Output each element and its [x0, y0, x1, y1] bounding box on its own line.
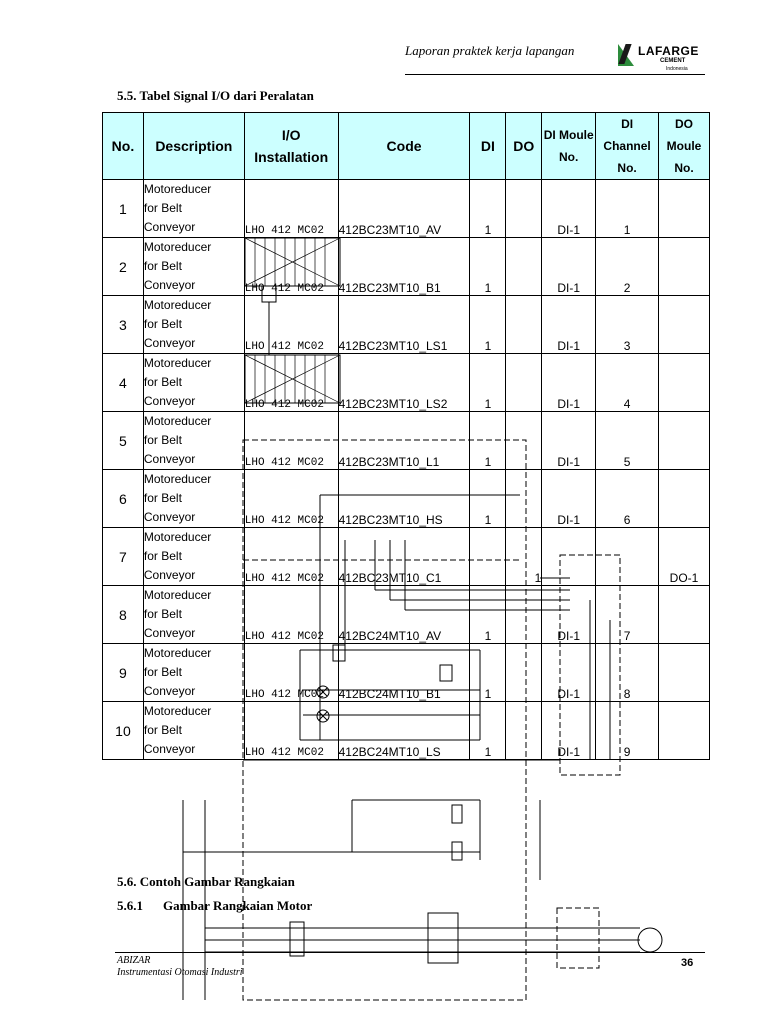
cell-do — [506, 238, 542, 296]
lafarge-logo — [618, 42, 708, 78]
cell-do — [506, 644, 542, 702]
table-header-row — [103, 113, 710, 180]
cell-code: 412BC23MT10_C1 — [338, 528, 470, 586]
desc-line-2: for Belt — [143, 491, 182, 505]
cell-di-channel: 8 — [596, 644, 659, 702]
cell-no: 4 — [103, 354, 144, 412]
desc-line-1: Motoreducer — [143, 646, 212, 660]
cell-code: 412BC23MT10_L1 — [338, 412, 470, 470]
cell-no: 6 — [103, 470, 144, 528]
desc-line-1: Motoreducer — [143, 182, 212, 196]
desc-line-1: Motoreducer — [143, 298, 212, 312]
cell-di: 1 — [470, 296, 506, 354]
header-di-module-no: DI Moule No. — [542, 113, 596, 180]
cell-di: 1 — [470, 644, 506, 702]
header-description: Description — [143, 113, 244, 180]
cell-do-module — [659, 238, 710, 296]
desc-line-3: Conveyor — [143, 452, 196, 466]
logo-name: LAFARGE — [638, 44, 699, 58]
header-code: Code — [338, 113, 470, 180]
desc-line-2: for Belt — [143, 201, 182, 215]
table-row — [103, 180, 710, 238]
cell-di: 1 — [470, 180, 506, 238]
cell-do-module: DO-1 — [659, 528, 710, 586]
cell-no: 7 — [103, 528, 144, 586]
cell-di-module: DI-1 — [542, 470, 596, 528]
cell-code: 412BC23MT10_AV — [338, 180, 470, 238]
cell-di-channel — [596, 528, 659, 586]
cell-do-module — [659, 412, 710, 470]
cell-di — [470, 528, 506, 586]
cell-description — [143, 644, 244, 702]
cell-do-module — [659, 586, 710, 644]
cell-di-module: DI-1 — [542, 702, 596, 760]
cell-no: 1 — [103, 180, 144, 238]
desc-line-1: Motoreducer — [143, 414, 212, 428]
desc-line-2: for Belt — [143, 375, 182, 389]
logo-country: Indonesia — [666, 66, 688, 72]
desc-line-1: Motoreducer — [143, 240, 212, 254]
desc-line-3: Conveyor — [143, 510, 196, 524]
cell-installation: LHO 412 MC02 — [244, 180, 338, 238]
desc-line-3: Conveyor — [143, 626, 196, 640]
table-row — [103, 238, 710, 296]
table-row — [103, 296, 710, 354]
cell-di-module: DI-1 — [542, 644, 596, 702]
cell-description — [143, 296, 244, 354]
cell-installation: LHO 412 MC02 — [244, 354, 338, 412]
cell-code: 412BC23MT10_LS2 — [338, 354, 470, 412]
footer-department: Instrumentasi Otomasi Industri — [117, 967, 243, 978]
cell-description — [143, 238, 244, 296]
cell-no: 5 — [103, 412, 144, 470]
header-rule — [405, 74, 705, 75]
desc-line-1: Motoreducer — [143, 472, 212, 486]
cell-description — [143, 470, 244, 528]
header-di: DI — [470, 113, 506, 180]
desc-line-1: Motoreducer — [143, 530, 212, 544]
section-title: 5.5. Tabel Signal I/O dari Peralatan — [117, 88, 314, 103]
cell-do — [506, 586, 542, 644]
desc-line-3: Conveyor — [143, 742, 196, 756]
cell-di: 1 — [470, 412, 506, 470]
cell-do-module — [659, 180, 710, 238]
table-row — [103, 586, 710, 644]
cell-do — [506, 412, 542, 470]
cell-di-channel: 9 — [596, 702, 659, 760]
cell-di: 1 — [470, 354, 506, 412]
cell-do — [506, 702, 542, 760]
desc-line-2: for Belt — [143, 665, 182, 679]
desc-line-1: Motoreducer — [143, 704, 212, 718]
cell-installation: LHO 412 MC02 — [244, 528, 338, 586]
cell-code: 412BC24MT10_AV — [338, 586, 470, 644]
cell-code: 412BC23MT10_B1 — [338, 238, 470, 296]
cell-di-module: DI-1 — [542, 412, 596, 470]
footer-rule — [115, 952, 705, 953]
cell-no: 9 — [103, 644, 144, 702]
cell-di: 1 — [470, 470, 506, 528]
cell-description — [143, 354, 244, 412]
desc-line-1: Motoreducer — [143, 588, 212, 602]
page-number: 36 — [681, 957, 694, 969]
desc-line-2: for Belt — [143, 607, 182, 621]
header-no: No. — [103, 113, 144, 180]
cell-code: 412BC24MT10_B1 — [338, 644, 470, 702]
desc-line-3: Conveyor — [143, 684, 196, 698]
header-di-channel-no: DI Channel No. — [596, 113, 659, 180]
cell-di: 1 — [470, 586, 506, 644]
desc-line-3: Conveyor — [143, 394, 196, 408]
cell-no: 10 — [103, 702, 144, 760]
cell-do — [506, 354, 542, 412]
cell-di-module: DI-1 — [542, 180, 596, 238]
report-title: Laporan praktek kerja lapangan — [405, 43, 575, 58]
header-do-module-no: DO Moule No. — [659, 113, 710, 180]
cell-di-channel: 3 — [596, 296, 659, 354]
desc-line-2: for Belt — [143, 433, 182, 447]
cell-do-module — [659, 354, 710, 412]
table-row — [103, 354, 710, 412]
cell-installation: LHO 412 MC02 — [244, 412, 338, 470]
cell-do-module — [659, 470, 710, 528]
subsection-text: Gambar Rangkaian Motor — [163, 898, 313, 913]
table-row — [103, 470, 710, 528]
cell-di-channel: 6 — [596, 470, 659, 528]
desc-line-1: Motoreducer — [143, 356, 212, 370]
cell-no: 8 — [103, 586, 144, 644]
cell-di-module: DI-1 — [542, 586, 596, 644]
cell-di-channel: 7 — [596, 586, 659, 644]
cell-di-channel: 4 — [596, 354, 659, 412]
cell-no: 3 — [103, 296, 144, 354]
cell-do-module — [659, 296, 710, 354]
cell-code: 412BC24MT10_LS — [338, 702, 470, 760]
cell-di-channel: 2 — [596, 238, 659, 296]
cell-di-module: DI-1 — [542, 354, 596, 412]
cell-description — [143, 702, 244, 760]
cell-installation: LHO 412 MC02 — [244, 296, 338, 354]
table-row — [103, 412, 710, 470]
io-signal-table — [102, 112, 710, 760]
cell-installation: LHO 412 MC02 — [244, 586, 338, 644]
subsection-title-5-6: 5.6. Contoh Gambar Rangkaian — [117, 874, 295, 889]
header-io-installation: I/O Installation — [244, 113, 338, 180]
desc-line-3: Conveyor — [143, 568, 196, 582]
cell-di-module — [542, 528, 596, 586]
cell-installation: LHO 412 MC02 — [244, 644, 338, 702]
cell-di-channel: 5 — [596, 412, 659, 470]
table-row — [103, 528, 710, 586]
desc-line-3: Conveyor — [143, 336, 196, 350]
cell-installation: LHO 412 MC02 — [244, 702, 338, 760]
cell-code: 412BC23MT10_LS1 — [338, 296, 470, 354]
table-row — [103, 702, 710, 760]
desc-line-2: for Belt — [143, 317, 182, 331]
cell-installation: LHO 412 MC02 — [244, 470, 338, 528]
cell-do — [506, 296, 542, 354]
cell-do-module — [659, 644, 710, 702]
desc-line-2: for Belt — [143, 549, 182, 563]
cell-do-module — [659, 702, 710, 760]
cell-di-channel: 1 — [596, 180, 659, 238]
desc-line-3: Conveyor — [143, 220, 196, 234]
subsection-title-5-6-1 — [117, 898, 312, 914]
cell-di-module: DI-1 — [542, 238, 596, 296]
cell-installation: LHO 412 MC02 — [244, 238, 338, 296]
cell-do — [506, 470, 542, 528]
logo-sub: CEMENT — [660, 58, 686, 64]
cell-di: 1 — [470, 238, 506, 296]
cell-no: 2 — [103, 238, 144, 296]
footer-author: ABIZAR — [117, 955, 151, 966]
subsection-number: 5.6.1 — [117, 898, 143, 913]
cell-di-module: DI-1 — [542, 296, 596, 354]
cell-code: 412BC23MT10_HS — [338, 470, 470, 528]
cell-do — [506, 180, 542, 238]
cell-description — [143, 586, 244, 644]
header-do: DO — [506, 113, 542, 180]
desc-line-3: Conveyor — [143, 278, 196, 292]
cell-do: 1 — [506, 528, 542, 586]
cell-description — [143, 180, 244, 238]
cell-description — [143, 528, 244, 586]
cell-di: 1 — [470, 702, 506, 760]
desc-line-2: for Belt — [143, 723, 182, 737]
table-row — [103, 644, 710, 702]
cell-description — [143, 412, 244, 470]
desc-line-2: for Belt — [143, 259, 182, 273]
